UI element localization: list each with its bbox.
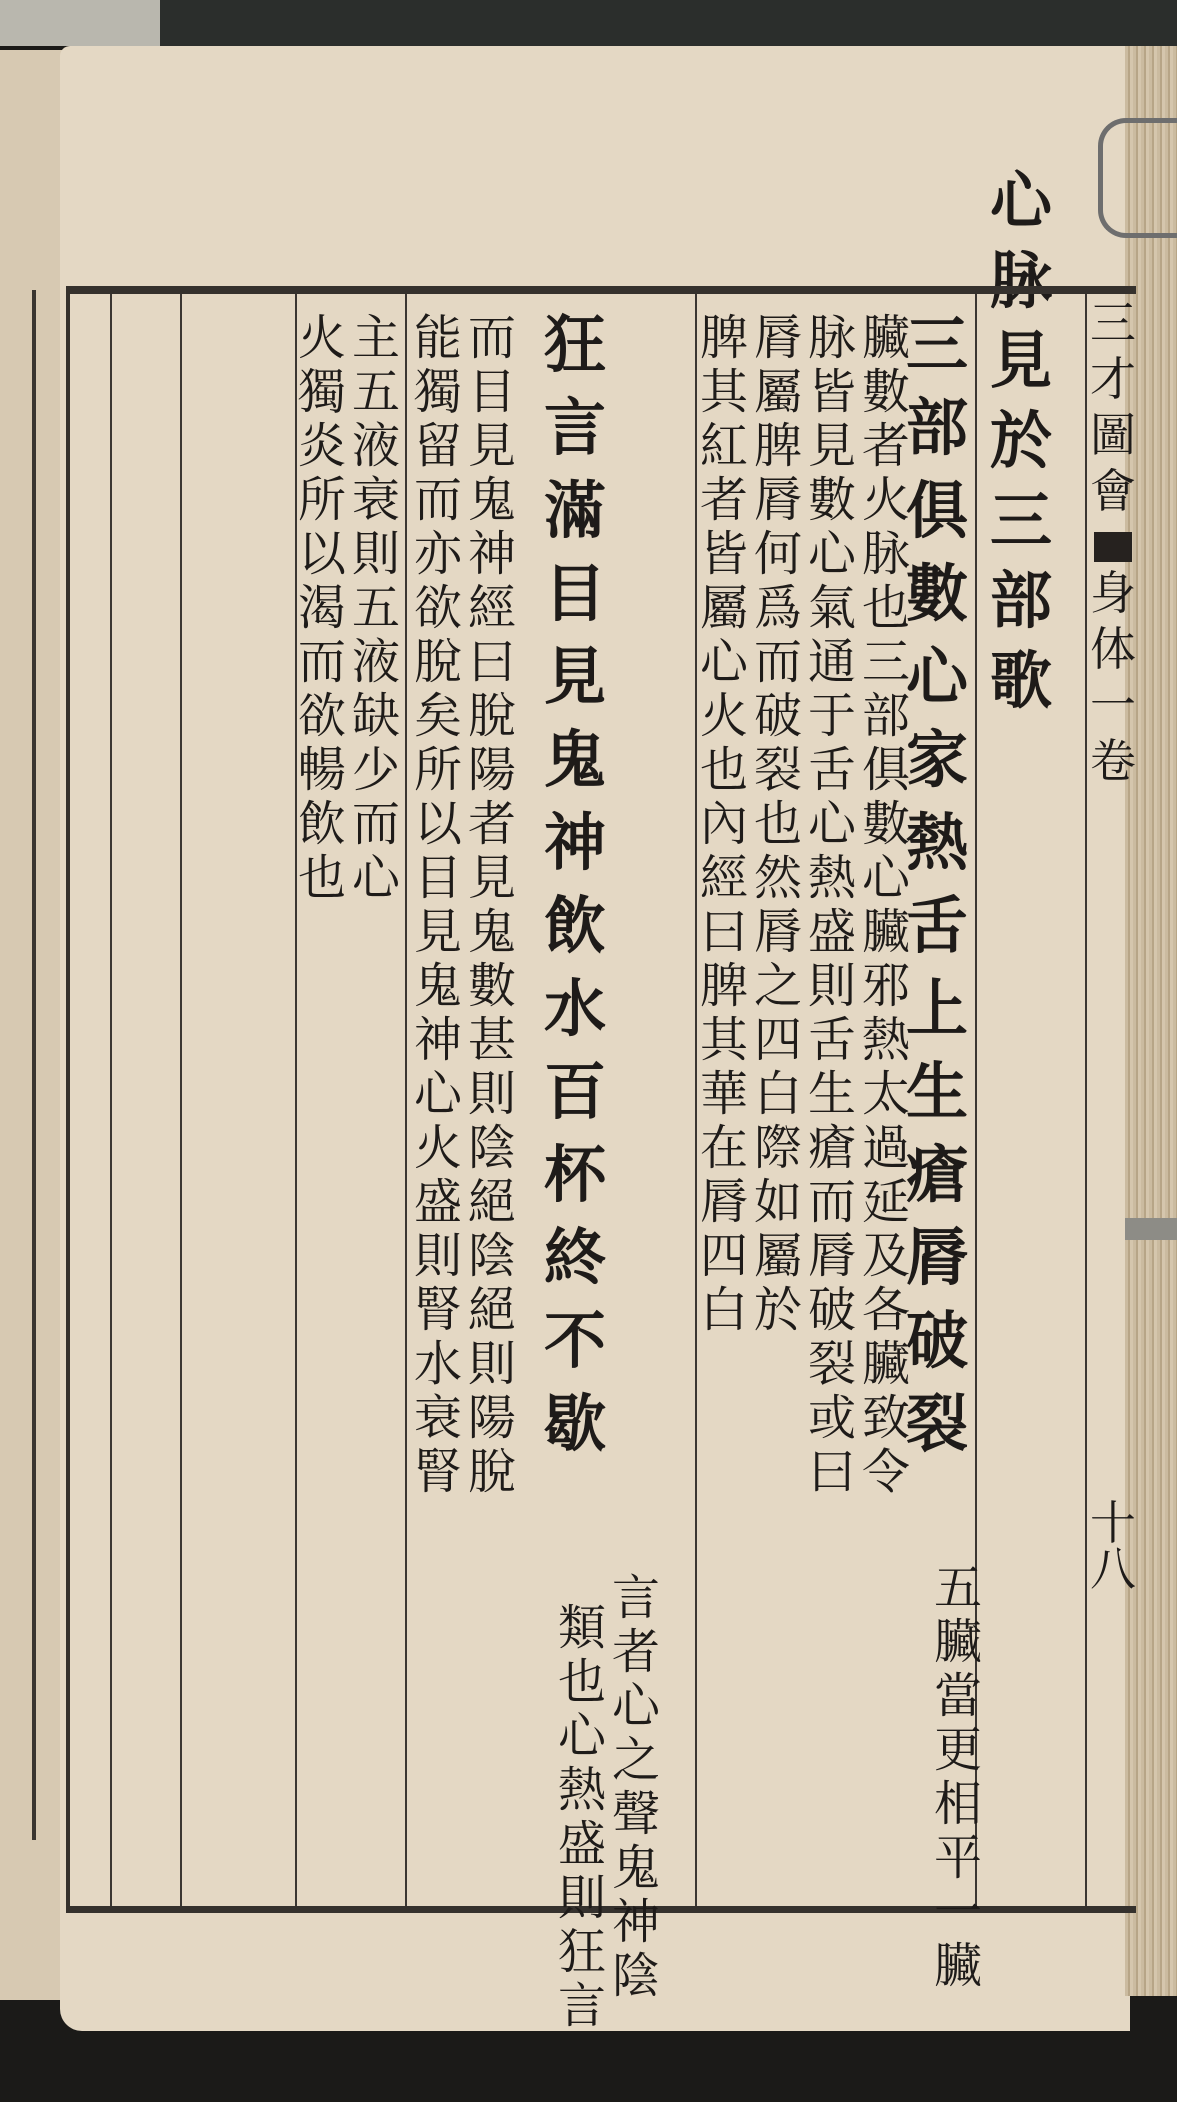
character: 在 [699,1120,748,1176]
character: 陰 [467,1228,516,1284]
character: 臟 [861,904,910,960]
character: 舌 [807,1012,856,1068]
character: 然 [753,850,802,906]
character: 盛 [807,904,856,960]
character: 破 [905,1304,968,1377]
character: 五 [933,1560,982,1616]
character: 主 [351,310,400,366]
character: 獨 [297,364,346,420]
character: 脣 [905,1221,968,1294]
character: 身 [1090,566,1136,620]
character: 臟 [933,1938,982,1994]
note-line-2 [806,310,858,1502]
character: 也 [699,742,748,798]
character: 於 [990,404,1053,477]
character: 熱 [557,1762,606,1818]
character: 不 [543,1304,606,1377]
character: 白 [753,1066,802,1122]
character: 所 [413,742,462,798]
character: 見 [990,324,1053,397]
character: 曰 [699,904,748,960]
left-page-edge [0,50,65,2000]
character: 部 [990,564,1053,637]
character: 脣 [753,904,802,960]
note-tail-2 [610,1570,662,2006]
character: 液 [351,634,400,690]
character: 數 [861,364,910,420]
character: 歌 [990,644,1053,717]
character: 圖 [1090,408,1136,462]
character: 曰 [467,634,516,690]
character: 舌 [905,889,968,962]
character: 脾 [699,310,748,366]
character: 狂 [543,308,606,381]
character: 脉 [807,310,856,366]
character: 心 [611,1678,660,1734]
character: 心 [351,850,400,906]
character: 水 [543,972,606,1045]
character: 相 [933,1776,982,1832]
character: 過 [861,1120,910,1176]
column-rule [405,294,407,1906]
character: 神 [611,1894,660,1950]
character: 液 [351,418,400,474]
character: 盛 [557,1816,606,1872]
character: 目 [543,557,606,630]
character: 生 [905,1055,968,1128]
character: 欲 [413,580,462,636]
character: 衰 [351,472,400,528]
character: 鬼 [467,472,516,528]
character: 更 [933,1722,982,1778]
character: 心 [413,1066,462,1122]
character: 暢 [297,742,346,798]
character: 舌 [807,742,856,798]
character: 百 [543,1055,606,1128]
character: 三 [905,308,968,381]
character: 會 [1090,464,1136,518]
character: 才 [1090,352,1136,406]
character: 而 [753,634,802,690]
character: 八 [1090,1542,1136,1596]
note-tail-3 [556,1600,608,2036]
character: 者 [699,472,748,528]
character: 四 [753,1012,802,1068]
character: 言 [611,1570,660,1626]
column-rule [1085,294,1087,1906]
character: 白 [699,1282,748,1338]
character: 火 [699,688,748,744]
character: 以 [413,796,462,852]
character: 五 [351,580,400,636]
character: 見 [543,640,606,713]
character: 言 [543,391,606,464]
character: 數 [807,472,856,528]
character: 鬼 [543,723,606,796]
character: 脣 [753,472,802,528]
character: 熱 [905,806,968,879]
character: 甚 [467,1012,516,1068]
character: 如 [753,1174,802,1230]
character: 鬼 [611,1840,660,1896]
character: 熱 [861,1012,910,1068]
character: 而 [297,634,346,690]
character: 家 [905,723,968,796]
character: 飲 [543,889,606,962]
character: 渴 [297,580,346,636]
character: 皆 [807,364,856,420]
character: 心 [990,164,1053,237]
character: 体 [1090,622,1136,676]
character: 水 [413,1336,462,1392]
character: 衰 [413,1390,462,1446]
character: 太 [861,1066,910,1122]
character: 裂 [753,742,802,798]
character: 部 [861,688,910,744]
character: 獨 [413,364,462,420]
character: 氣 [807,580,856,636]
column-rule [110,294,112,1906]
character: 心 [807,526,856,582]
character: 或 [807,1390,856,1446]
character: 滿 [543,474,606,547]
character: 經 [467,580,516,636]
character: 見 [413,904,462,960]
character: 臟 [861,310,910,366]
character: 皆 [699,526,748,582]
character: 裂 [807,1336,856,1392]
character: 屬 [753,364,802,420]
character: 致 [861,1390,910,1446]
character: 也 [557,1654,606,1710]
character: 亦 [413,526,462,582]
left-page-rule [32,290,36,1840]
character: 而 [413,472,462,528]
character: 心 [905,640,968,713]
character: 心 [807,796,856,852]
character: 破 [753,688,802,744]
character: 數 [467,958,516,1014]
character: 杯 [543,1138,606,1211]
character: 脣 [753,310,802,366]
character: 其 [699,364,748,420]
character: 四 [699,1228,748,1284]
character: 火 [297,310,346,366]
character: 一 [1090,678,1136,732]
character: 神 [467,526,516,582]
character: 十 [1090,1496,1136,1550]
character: 狂 [557,1924,606,1980]
character: 陰 [611,1948,660,2004]
note-line-5 [466,310,518,1502]
character: 以 [297,526,346,582]
bookmark-ribbon [1098,118,1177,238]
character: 腎 [413,1282,462,1338]
character: 經 [699,850,748,906]
column-rule [180,294,182,1906]
character: 脣 [807,1228,856,1284]
character: 言 [557,1978,606,2034]
character: 欲 [297,688,346,744]
character: 者 [861,418,910,474]
character: 炎 [297,418,346,474]
character: 者 [467,796,516,852]
character: 則 [807,958,856,1014]
character: 鬼 [467,904,516,960]
verse-line-2 [530,308,620,1476]
character: 也 [297,850,346,906]
character: 脫 [413,634,462,690]
character: 類 [557,1600,606,1656]
character: 瘡 [905,1138,968,1211]
character: 何 [753,526,802,582]
character: 也 [753,796,802,852]
character: 脾 [699,958,748,1014]
character: 部 [905,391,968,464]
character: 所 [297,472,346,528]
character: 爲 [753,580,802,636]
character: 則 [467,1336,516,1392]
character: 目 [413,850,462,906]
character: 數 [905,557,968,630]
character: 當 [933,1668,982,1724]
character: 脉 [861,526,910,582]
character: 歇 [543,1387,606,1460]
character: 心 [861,850,910,906]
character: 陽 [467,742,516,798]
character: 也 [861,580,910,636]
character: 瘡 [807,1120,856,1176]
character: 聲 [611,1786,660,1842]
character: 留 [413,418,462,474]
character: 心 [557,1708,606,1764]
character: 脣 [699,1174,748,1230]
character: 五 [351,364,400,420]
character: 臟 [933,1614,982,1670]
character: 數 [861,796,910,852]
character: 見 [467,418,516,474]
character: 缺 [351,688,400,744]
character: 火 [413,1120,462,1176]
character: 三 [1090,296,1136,350]
note-tail-1 [932,1560,984,1996]
character: 屬 [699,580,748,636]
note-line-3 [752,310,804,1340]
character: 際 [753,1120,802,1176]
character: 鬼 [413,958,462,1014]
character: 一 [933,1884,982,1940]
character: 紅 [699,418,748,474]
character: 飲 [297,796,346,852]
character: 三 [861,634,910,690]
character: 熱 [807,850,856,906]
character: 矣 [413,688,462,744]
character: 見 [467,850,516,906]
character: 能 [413,310,462,366]
character: 脫 [467,1444,516,1500]
top-dark-strip [0,0,1177,46]
character: 三 [990,484,1053,557]
character: 目 [467,364,516,420]
character: 各 [861,1282,910,1338]
character: 神 [543,806,606,879]
character: 絕 [467,1174,516,1230]
character: 其 [699,1012,748,1068]
character: 內 [699,796,748,852]
character: 俱 [905,474,968,547]
character: 盛 [413,1174,462,1230]
character: 臟 [861,1336,910,1392]
character: 邪 [861,958,910,1014]
character: 而 [351,796,400,852]
character: 見 [807,418,856,474]
character: 者 [611,1624,660,1680]
character: 及 [861,1228,910,1284]
character: 而 [807,1174,856,1230]
character: 則 [413,1228,462,1284]
character: 於 [753,1282,802,1338]
character: 裂 [905,1387,968,1460]
character: 卷 [1090,734,1136,788]
character: 曰 [807,1444,856,1500]
character: 終 [543,1221,606,1294]
text-frame [66,286,1136,2034]
character: 火 [861,472,910,528]
character: 脉 [990,244,1053,317]
character: 而 [467,310,516,366]
top-left-pale-band [0,0,160,46]
character: 則 [351,526,400,582]
note-line-4 [698,310,750,1340]
note-line-1 [860,310,912,1502]
character: 脾 [753,418,802,474]
character: 生 [807,1066,856,1122]
character: 于 [807,688,856,744]
character: 通 [807,634,856,690]
character: 則 [467,1066,516,1122]
character: 腎 [413,1444,462,1500]
character: 屬 [753,1228,802,1284]
character: 絕 [467,1282,516,1338]
character: 平 [933,1830,982,1886]
note-line-8 [296,310,348,908]
character: 破 [807,1282,856,1338]
character: 脫 [467,688,516,744]
note-line-7 [350,310,402,908]
character: 延 [861,1174,910,1230]
character: 上 [905,972,968,1045]
character: 少 [351,742,400,798]
character: 之 [753,958,802,1014]
character: 則 [557,1870,606,1926]
character: 華 [699,1066,748,1122]
character: 陰 [467,1120,516,1176]
character: 之 [611,1732,660,1788]
character: 俱 [861,742,910,798]
note-line-6 [412,310,464,1502]
column-rule [695,294,697,1906]
character: 心 [699,634,748,690]
character: 神 [413,1012,462,1068]
character: 令 [861,1444,910,1500]
character: 陽 [467,1390,516,1446]
